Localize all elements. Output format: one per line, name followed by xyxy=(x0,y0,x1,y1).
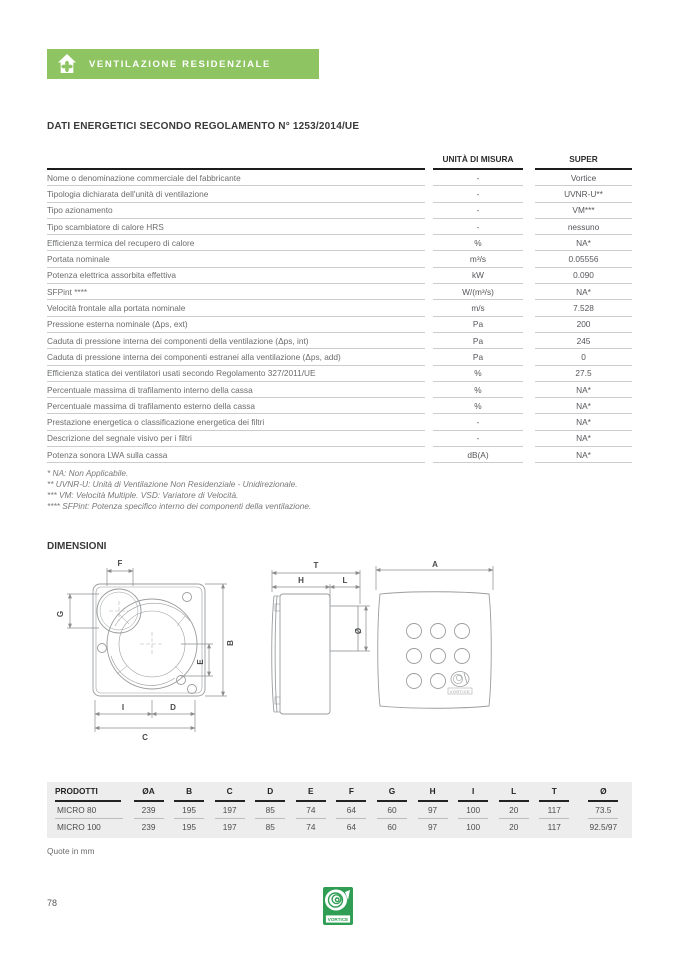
dim-value: 20 xyxy=(499,803,529,819)
dim-header-label: G xyxy=(377,783,407,802)
energy-table-header xyxy=(47,150,632,170)
section-banner xyxy=(47,49,319,79)
row-label: Efficienza statica dei ventilatori usati secondo Regolamento 327/2011/UE xyxy=(47,366,425,382)
header-empty xyxy=(47,150,425,170)
dim-header-label: E xyxy=(296,783,326,802)
dim-value: 239 xyxy=(134,803,164,819)
dim-value-cell xyxy=(453,820,494,835)
row-label: Potenza sonora LWA sulla cassa xyxy=(47,447,425,463)
dimensions-table xyxy=(47,782,632,838)
dim-value-cell xyxy=(412,803,453,819)
dim-value-cell xyxy=(575,820,632,835)
row-unit: m/s xyxy=(433,300,523,316)
dim-header-cell xyxy=(453,783,494,802)
dim-value: 64 xyxy=(346,822,357,832)
dim-value: 60 xyxy=(377,803,407,819)
dim-value-cell xyxy=(169,820,210,835)
dim-value: 85 xyxy=(265,822,275,832)
page-title: DATI ENERGETICI SECONDO REGOLAMENTO N° 1253/2014/UE xyxy=(47,121,360,132)
table-row xyxy=(47,414,632,430)
row-label: SFPint **** xyxy=(47,284,425,300)
dim-value-cell xyxy=(493,803,534,819)
table-row xyxy=(47,317,632,333)
dim-value-cell xyxy=(250,803,291,819)
product-name-cell xyxy=(47,803,128,819)
dim-header-cell xyxy=(169,783,210,802)
table-row xyxy=(47,366,632,382)
table-row xyxy=(47,398,632,414)
table-row xyxy=(47,251,632,267)
table-row xyxy=(47,382,632,398)
table-row xyxy=(47,284,632,300)
table-row xyxy=(47,170,632,186)
dim-header-cell xyxy=(412,783,453,802)
dim-value-cell xyxy=(291,820,332,835)
dim-value-cell xyxy=(372,820,413,835)
dim-value-cell xyxy=(331,803,372,819)
dim-value-cell xyxy=(331,820,372,835)
table-row xyxy=(47,300,632,316)
dim-value-cell xyxy=(209,803,250,819)
row-value: NA* xyxy=(535,447,632,463)
dim-header-cell xyxy=(47,783,128,802)
row-unit: - xyxy=(433,170,523,186)
row-value: 200 xyxy=(535,317,632,333)
footnote-line: * NA: Non Applicabile. xyxy=(47,468,129,478)
units-note: Quote in mm xyxy=(47,846,95,856)
dim-value: 20 xyxy=(509,822,519,832)
row-label: Potenza elettrica assorbita effettiva xyxy=(47,268,425,284)
front-view-drawing xyxy=(358,558,513,723)
dim-value: 85 xyxy=(255,803,285,819)
row-label: Caduta di pressione interna dei componenti della ventilazione (Δps, int) xyxy=(47,333,425,349)
table-row xyxy=(47,447,632,463)
dim-value-cell xyxy=(534,803,575,819)
table-row xyxy=(47,333,632,349)
product-name: MICRO 100 xyxy=(57,822,101,832)
row-unit: % xyxy=(433,366,523,382)
dimensions-title: DIMENSIONI xyxy=(47,541,107,552)
dim-header-label: D xyxy=(255,783,285,802)
dim-value: 239 xyxy=(141,822,156,832)
product-name: MICRO 80 xyxy=(55,803,123,819)
dim-header-cell xyxy=(291,783,332,802)
footnote-line: ** UVNR-U: Unità di Ventilazione Non Residenziale - Unidirezionale. xyxy=(47,479,298,489)
row-label: Tipo azionamento xyxy=(47,203,425,219)
row-unit: m³/s xyxy=(433,251,523,267)
dim-header-cell xyxy=(575,783,632,802)
dim-value-cell xyxy=(453,803,494,819)
dim-value-cell xyxy=(412,820,453,835)
vortice-logo-text: VORTICE xyxy=(327,916,349,922)
house-fan-icon xyxy=(57,53,77,75)
dim-header-cell xyxy=(372,783,413,802)
dim-header-label: Ø xyxy=(588,783,618,802)
row-value: NA* xyxy=(535,284,632,300)
row-label: Nome o denominazione commerciale del fabbricante xyxy=(47,170,425,186)
row-value: UVNR-U** xyxy=(535,186,632,202)
dim-value: 97 xyxy=(427,822,438,832)
dim-value: 60 xyxy=(387,822,397,832)
row-label: Prestazione energetica o classificazione energetica dei filtri xyxy=(47,414,425,430)
row-value: NA* xyxy=(535,431,632,447)
row-label: Portata nominale xyxy=(47,251,425,267)
dim-value: 100 xyxy=(458,803,488,819)
row-unit: dB(A) xyxy=(433,447,523,463)
dim-label-a: A xyxy=(432,560,438,569)
drawing-logo-text: VORTICE xyxy=(449,688,471,694)
row-unit: % xyxy=(433,382,523,398)
row-value: NA* xyxy=(535,235,632,251)
footnote-line: **** SFPint: Potenza specifico interno dei componenti della ventilazione. xyxy=(47,501,312,511)
header-unit: UNITÀ DI MISURA xyxy=(433,150,523,170)
dim-label-l: L xyxy=(342,576,348,585)
dim-label-t: T xyxy=(313,561,319,570)
dim-value: 117 xyxy=(547,822,561,832)
dim-value: 195 xyxy=(182,822,197,832)
row-value: 0 xyxy=(535,349,632,365)
dimensions-table-header xyxy=(47,782,632,802)
row-label: Caduta di pressione interna dei componenti estranei alla ventilazione (Δps, add) xyxy=(47,349,425,365)
table-row xyxy=(47,268,632,284)
banner-label: VENTILAZIONE RESIDENZIALE xyxy=(89,58,271,70)
dim-value-cell xyxy=(575,803,632,819)
dim-value-cell xyxy=(250,820,291,835)
dim-header-cell xyxy=(493,783,534,802)
dim-value-cell xyxy=(493,820,534,835)
dim-value: 117 xyxy=(539,803,569,819)
row-unit: - xyxy=(433,431,523,447)
dim-label-h: H xyxy=(298,576,304,585)
dim-header-cell xyxy=(331,783,372,802)
dim-value-cell xyxy=(209,820,250,835)
dim-value: 100 xyxy=(466,822,481,832)
dim-label-diameter: Ø xyxy=(354,627,363,635)
row-value: 0.05556 xyxy=(535,251,632,267)
vortice-logo xyxy=(321,886,355,928)
table-row xyxy=(47,802,632,819)
row-unit: % xyxy=(433,398,523,414)
row-label: Descrizione del segnale visivo per i filtri xyxy=(47,431,425,447)
dim-header-label: F xyxy=(336,783,366,802)
dim-value-cell xyxy=(128,803,169,819)
table-row xyxy=(47,819,632,836)
table-row xyxy=(47,349,632,365)
row-value: NA* xyxy=(535,414,632,430)
table-row xyxy=(47,219,632,235)
dim-label-b: B xyxy=(226,640,235,646)
dim-value: 97 xyxy=(418,803,448,819)
row-unit: - xyxy=(433,219,523,235)
row-label: Pressione esterna nominale (Δps, ext) xyxy=(47,317,425,333)
table-row xyxy=(47,431,632,447)
dim-header-label: PRODOTTI xyxy=(55,783,121,802)
row-unit: % xyxy=(433,235,523,251)
dim-header-label: T xyxy=(539,783,569,802)
row-unit: W/(m³/s) xyxy=(433,284,523,300)
dim-header-label: B xyxy=(174,783,204,802)
dim-header-cell xyxy=(250,783,291,802)
dim-label-e: E xyxy=(196,659,205,665)
dim-label-d: D xyxy=(170,703,176,712)
dim-header-cell xyxy=(128,783,169,802)
table-row xyxy=(47,186,632,202)
row-unit: Pa xyxy=(433,317,523,333)
table-row xyxy=(47,235,632,251)
dim-value: 74 xyxy=(306,822,316,832)
row-unit: Pa xyxy=(433,349,523,365)
dim-header-label: C xyxy=(215,783,245,802)
row-value: VM*** xyxy=(535,203,632,219)
dim-value: 197 xyxy=(222,822,237,832)
row-label: Efficienza termica del recupero di calore xyxy=(47,235,425,251)
dim-header-cell xyxy=(209,783,250,802)
row-label: Tipo scambiatore di calore HRS xyxy=(47,219,425,235)
dim-value-cell xyxy=(372,803,413,819)
dim-value: 195 xyxy=(174,803,204,819)
energy-table xyxy=(47,150,632,463)
row-label: Velocità frontale alla portata nominale xyxy=(47,300,425,316)
dim-header-label: H xyxy=(418,783,448,802)
row-value: Vortice xyxy=(535,170,632,186)
dim-value: 197 xyxy=(215,803,245,819)
row-label: Percentuale massima di trafilamento esterno della cassa xyxy=(47,398,425,414)
rear-view-drawing xyxy=(55,556,250,761)
energy-table-body xyxy=(47,170,632,463)
page-number: 78 xyxy=(47,898,58,908)
row-value: nessuno xyxy=(535,219,632,235)
product-name-cell xyxy=(47,820,128,835)
row-value: 27.5 xyxy=(535,366,632,382)
dim-value-cell xyxy=(128,820,169,835)
row-unit: - xyxy=(433,203,523,219)
row-label: Percentuale massima di trafilamento interno della cassa xyxy=(47,382,425,398)
footnote-line: *** VM: Velocità Multiple. VSD: Variatore di Velocità. xyxy=(47,490,239,500)
row-unit: kW xyxy=(433,268,523,284)
row-label: Tipologia dichiarata dell'unità di ventilazione xyxy=(47,186,425,202)
dim-label-g: G xyxy=(56,610,65,618)
dim-label-i: I xyxy=(121,703,125,712)
dim-value: 64 xyxy=(336,803,366,819)
dimensions-table-body xyxy=(47,802,632,836)
row-unit: - xyxy=(433,186,523,202)
row-value: 0.090 xyxy=(535,268,632,284)
dim-value-cell xyxy=(534,820,575,835)
row-value: NA* xyxy=(535,382,632,398)
dim-label-f: F xyxy=(117,559,123,568)
dim-value: 73.5 xyxy=(588,803,618,819)
header-super: SUPER xyxy=(535,150,632,170)
dim-label-c: C xyxy=(142,733,148,742)
table-row xyxy=(47,203,632,219)
row-value: 7.528 xyxy=(535,300,632,316)
dim-header-label: I xyxy=(458,783,488,802)
dim-value-cell xyxy=(169,803,210,819)
row-value: 245 xyxy=(535,333,632,349)
dim-header-label: ØA xyxy=(134,783,164,802)
row-unit: Pa xyxy=(433,333,523,349)
side-view-drawing xyxy=(250,556,375,726)
dim-header-cell xyxy=(534,783,575,802)
dim-value: 74 xyxy=(296,803,326,819)
dim-header-label: L xyxy=(499,783,529,802)
footnotes xyxy=(47,468,311,512)
row-unit: - xyxy=(433,414,523,430)
row-value: NA* xyxy=(535,398,632,414)
dim-value: 92.5/97 xyxy=(589,822,618,832)
dim-value-cell xyxy=(291,803,332,819)
